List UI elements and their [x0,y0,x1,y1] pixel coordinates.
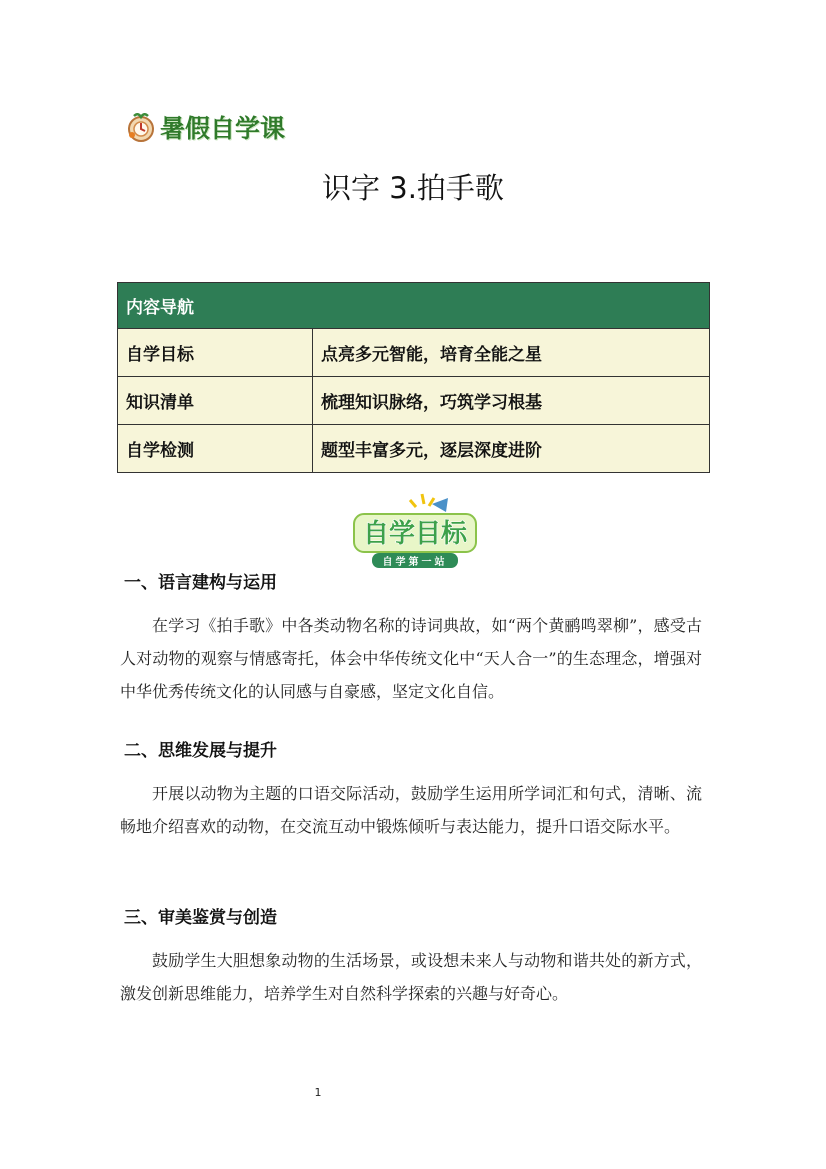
table-row [118,425,710,473]
table-cell-name: 自学目标 [118,329,313,377]
table-row [118,377,710,425]
badge-sub-text: 自学第一站 [382,557,448,568]
content-nav-table [117,282,710,473]
brand-logo [124,108,285,146]
section-paragraph: 开展以动物为主题的口语交际活动，鼓励学生运用所学词汇和句式，清晰、流畅地介绍喜欢的动物，在交流互动中锻炼倾听与表达能力，提升口语交际水平。 [120,784,702,836]
table-row [118,329,710,377]
page-title: 识字 3.拍手歌 [322,171,504,205]
sparkle-icon [410,494,434,507]
section-heading: 一、语言建构与运用 [124,573,277,593]
self-study-goal-badge [350,490,480,572]
table-header-cell: 内容导航 [118,283,710,329]
section-heading: 三、审美鉴赏与创造 [124,908,277,928]
table-cell-desc: 点亮多元智能，培育全能之星 [313,329,710,377]
badge-main-text: 自学目标 [362,519,468,549]
table-header-row [118,283,710,329]
table-cell-name: 知识清单 [118,377,313,425]
page-number: 1 [314,1086,322,1099]
section-paragraph: 在学习《拍手歌》中各类动物名称的诗词典故，如“两个黄鹂鸣翠柳”，感受古人对动物的观察与情感寄托，体会中华传统文化中“天人合一”的生态理念，增强对中华优秀传统文化的认同感与自豪感，坚定文化自信。 [120,616,702,701]
hourglass-compass-icon [124,110,158,144]
logo-text: 暑假自学课 [160,114,286,143]
section-heading: 二、思维发展与提升 [124,741,277,761]
table-cell-desc: 题型丰富多元，逐层深度进阶 [313,425,710,473]
section-paragraph: 鼓励学生大胆想象动物的生活场景，或设想未来人与动物和谐共处的新方式，激发创新思维能力，培养学生对自然科学探索的兴趣与好奇心。 [120,951,702,1003]
table-cell-desc: 梳理知识脉络，巧筑学习根基 [313,377,710,425]
table-cell-name: 自学检测 [118,425,313,473]
